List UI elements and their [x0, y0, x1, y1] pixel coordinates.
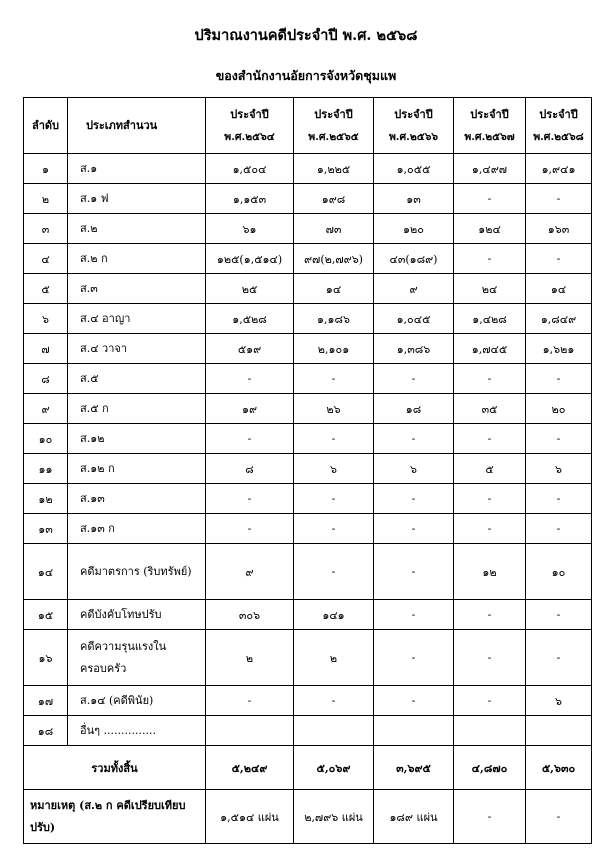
case-count: ๑๔๑ — [294, 600, 374, 630]
case-count: ๑๐ — [526, 544, 592, 600]
case-count: ๑๙ — [206, 394, 294, 424]
case-count: - — [454, 244, 526, 274]
case-count: ๒๔ — [454, 274, 526, 304]
total-count: ๕,๐๖๙ — [294, 746, 374, 790]
row-number: ๑๖ — [24, 630, 68, 686]
row-number: ๑๐ — [24, 424, 68, 454]
table-row — [24, 514, 592, 544]
case-count: - — [526, 244, 592, 274]
table-row — [24, 484, 592, 514]
case-count: ๑,๓๘๖ — [374, 334, 454, 364]
case-count: - — [526, 630, 592, 686]
note-sheets: ๒,๗๙๖ แผ่น — [294, 790, 374, 844]
case-count: - — [206, 686, 294, 716]
case-count: ๙ — [206, 544, 294, 600]
case-type: คดีความรุนแรงในครอบครัว — [68, 630, 206, 686]
header-year-2564: ประจำปี พ.ศ.๒๕๖๔ — [206, 98, 294, 154]
case-count: - — [374, 424, 454, 454]
header-type: ประเภทสำนวน — [68, 98, 206, 154]
case-count: ๑๖๓ — [526, 214, 592, 244]
table-row — [24, 686, 592, 716]
case-type: ส.๒ ก — [68, 244, 206, 274]
case-count: - — [526, 600, 592, 630]
case-count: ๑๒๕(๑,๕๑๔) — [206, 244, 294, 274]
note-sheets: ๑,๕๑๔ แผ่น — [206, 790, 294, 844]
case-count: ๑๒๔ — [454, 214, 526, 244]
case-type: ส.๔ วาจา — [68, 334, 206, 364]
row-number: ๖ — [24, 304, 68, 334]
case-count: ๑๒๐ — [374, 214, 454, 244]
case-count: ๒ — [206, 630, 294, 686]
header-year-2565: ประจำปี พ.ศ.๒๕๖๕ — [294, 98, 374, 154]
table-row — [24, 544, 592, 600]
case-count: ๑,๙๔๑ — [526, 154, 592, 184]
row-number: ๔ — [24, 244, 68, 274]
header-year-2568: ประจำปี พ.ศ.๒๕๖๘ — [526, 98, 592, 154]
case-count: - — [454, 630, 526, 686]
case-count: - — [374, 600, 454, 630]
case-count: ๕ — [454, 454, 526, 484]
case-count: ๕๑๙ — [206, 334, 294, 364]
case-count: ๑,๑๕๓ — [206, 184, 294, 214]
table-row — [24, 424, 592, 454]
case-count: ๓๕ — [454, 394, 526, 424]
row-number: ๑๓ — [24, 514, 68, 544]
case-count: - — [526, 484, 592, 514]
case-count: - — [526, 424, 592, 454]
table-row — [24, 304, 592, 334]
case-count: ๖๑ — [206, 214, 294, 244]
case-count: - — [454, 424, 526, 454]
case-count: ๒๖ — [294, 394, 374, 424]
row-number: ๒ — [24, 184, 68, 214]
table-row — [24, 716, 592, 746]
row-number: ๑๔ — [24, 544, 68, 600]
case-type: ส.๑๓ ก — [68, 514, 206, 544]
case-count: - — [206, 364, 294, 394]
case-count: - — [294, 484, 374, 514]
case-count: ๑,๘๔๙ — [526, 304, 592, 334]
row-number: ๓ — [24, 214, 68, 244]
case-count: ๑,๗๔๕ — [454, 334, 526, 364]
table-row — [24, 184, 592, 214]
case-count: ๑,๐๕๕ — [374, 154, 454, 184]
row-number: ๗ — [24, 334, 68, 364]
case-type: ส.๑๔ (คดีพินัย) — [68, 686, 206, 716]
case-count: ๑,๔๙๗ — [454, 154, 526, 184]
case-count: - — [294, 544, 374, 600]
case-count: ๒ — [294, 630, 374, 686]
case-count: ๖ — [374, 454, 454, 484]
table-row — [24, 214, 592, 244]
case-count: ๑,๐๔๕ — [374, 304, 454, 334]
case-count: ๑,๕๒๘ — [206, 304, 294, 334]
row-number: ๑๒ — [24, 484, 68, 514]
case-count — [294, 716, 374, 746]
case-count: - — [454, 484, 526, 514]
case-count: ๖ — [526, 686, 592, 716]
case-count: - — [526, 184, 592, 214]
case-count: ๖ — [526, 454, 592, 484]
case-count: ๑๘ — [374, 394, 454, 424]
table-row — [24, 154, 592, 184]
case-count: - — [294, 424, 374, 454]
case-count: - — [374, 364, 454, 394]
case-count: ๙ — [374, 274, 454, 304]
case-count: - — [206, 514, 294, 544]
table-row — [24, 630, 592, 686]
case-count: ๑,๒๒๕ — [294, 154, 374, 184]
row-number: ๑๗ — [24, 686, 68, 716]
case-count: ๑๔ — [526, 274, 592, 304]
total-count: ๕,๒๔๙ — [206, 746, 294, 790]
total-count: ๕,๖๓๐ — [526, 746, 592, 790]
row-number: ๑๘ — [24, 716, 68, 746]
header-year-2567: ประจำปี พ.ศ.๒๕๖๗ — [454, 98, 526, 154]
case-count: ๑๙๘ — [294, 184, 374, 214]
case-type: ส.๔ อาญา — [68, 304, 206, 334]
case-count — [526, 716, 592, 746]
case-count: - — [294, 364, 374, 394]
case-type: ส.๑๓ — [68, 484, 206, 514]
case-count: - — [374, 630, 454, 686]
case-count: ๗๓ — [294, 214, 374, 244]
row-number: ๑๕ — [24, 600, 68, 630]
case-type: อื่นๆ ............... — [68, 716, 206, 746]
table-row — [24, 244, 592, 274]
case-count: ๖ — [294, 454, 374, 484]
case-count: ๑,๔๒๘ — [454, 304, 526, 334]
row-number: ๘ — [24, 364, 68, 394]
case-count: - — [454, 600, 526, 630]
case-count: ๒๐ — [526, 394, 592, 424]
case-count: - — [374, 514, 454, 544]
case-type: คดีบังคับโทษปรับ — [68, 600, 206, 630]
note-sheets: ๑๘๙ แผ่น — [374, 790, 454, 844]
case-type: ส.๕ — [68, 364, 206, 394]
case-count: - — [454, 184, 526, 214]
total-count: ๓,๖๙๕ — [374, 746, 454, 790]
case-count: ๒,๑๐๑ — [294, 334, 374, 364]
case-type: คดีมาตรการ (ริบทรัพย์) — [68, 544, 206, 600]
case-count: - — [294, 514, 374, 544]
note-label: หมายเหตุ (ส.๒ ก คดีเปรียบเทียบปรับ) — [24, 790, 206, 844]
case-count: - — [206, 484, 294, 514]
case-count: ๘ — [206, 454, 294, 484]
case-count: - — [374, 686, 454, 716]
row-number: ๙ — [24, 394, 68, 424]
case-count: ๑,๖๒๑ — [526, 334, 592, 364]
table-row — [24, 454, 592, 484]
case-count — [206, 716, 294, 746]
row-number: ๕ — [24, 274, 68, 304]
case-count: ๓๐๖ — [206, 600, 294, 630]
case-count: ๑๓ — [374, 184, 454, 214]
table-row — [24, 334, 592, 364]
case-count: - — [206, 424, 294, 454]
case-type: ส.๕ ก — [68, 394, 206, 424]
total-row — [24, 746, 592, 790]
case-count: - — [294, 686, 374, 716]
note-sheets: - — [454, 790, 526, 844]
caseload-table — [23, 97, 592, 844]
case-count: - — [454, 364, 526, 394]
case-count — [454, 716, 526, 746]
case-count: - — [374, 484, 454, 514]
header-year-2566: ประจำปี พ.ศ.๒๕๖๖ — [374, 98, 454, 154]
table-row — [24, 364, 592, 394]
table-row — [24, 394, 592, 424]
note-sheets: - — [526, 790, 592, 844]
note-row — [24, 790, 592, 844]
row-number: ๑๑ — [24, 454, 68, 484]
case-type: ส.๑ ฟ — [68, 184, 206, 214]
document-title: ปริมาณงานคดีประจำปี พ.ศ. ๒๕๖๘ — [194, 27, 418, 44]
case-type: ส.๑ — [68, 154, 206, 184]
case-count: ๙๗(๒,๗๙๖) — [294, 244, 374, 274]
case-type: ส.๑๒ — [68, 424, 206, 454]
case-type: ส.๑๒ ก — [68, 454, 206, 484]
case-count — [374, 716, 454, 746]
row-number: ๑ — [24, 154, 68, 184]
document-subtitle: ของสำนักงานอัยการจังหวัดชุมแพ — [215, 68, 397, 83]
case-count: ๑๔ — [294, 274, 374, 304]
table-row — [24, 274, 592, 304]
case-count: ๑,๑๘๖ — [294, 304, 374, 334]
case-type: ส.๒ — [68, 214, 206, 244]
case-count: ๑๒ — [454, 544, 526, 600]
table-row — [24, 600, 592, 630]
total-label: รวมทั้งสิ้น — [24, 746, 206, 790]
header-no: ลำดับ — [24, 98, 68, 154]
case-count: ๑,๕๐๔ — [206, 154, 294, 184]
case-count: - — [454, 686, 526, 716]
case-count: - — [526, 514, 592, 544]
total-count: ๔,๘๗๐ — [454, 746, 526, 790]
case-count: - — [374, 544, 454, 600]
case-count: - — [454, 514, 526, 544]
case-count: ๒๕ — [206, 274, 294, 304]
case-type: ส.๓ — [68, 274, 206, 304]
header-row — [24, 98, 592, 154]
case-count: - — [526, 364, 592, 394]
case-count: ๔๓(๑๘๙) — [374, 244, 454, 274]
